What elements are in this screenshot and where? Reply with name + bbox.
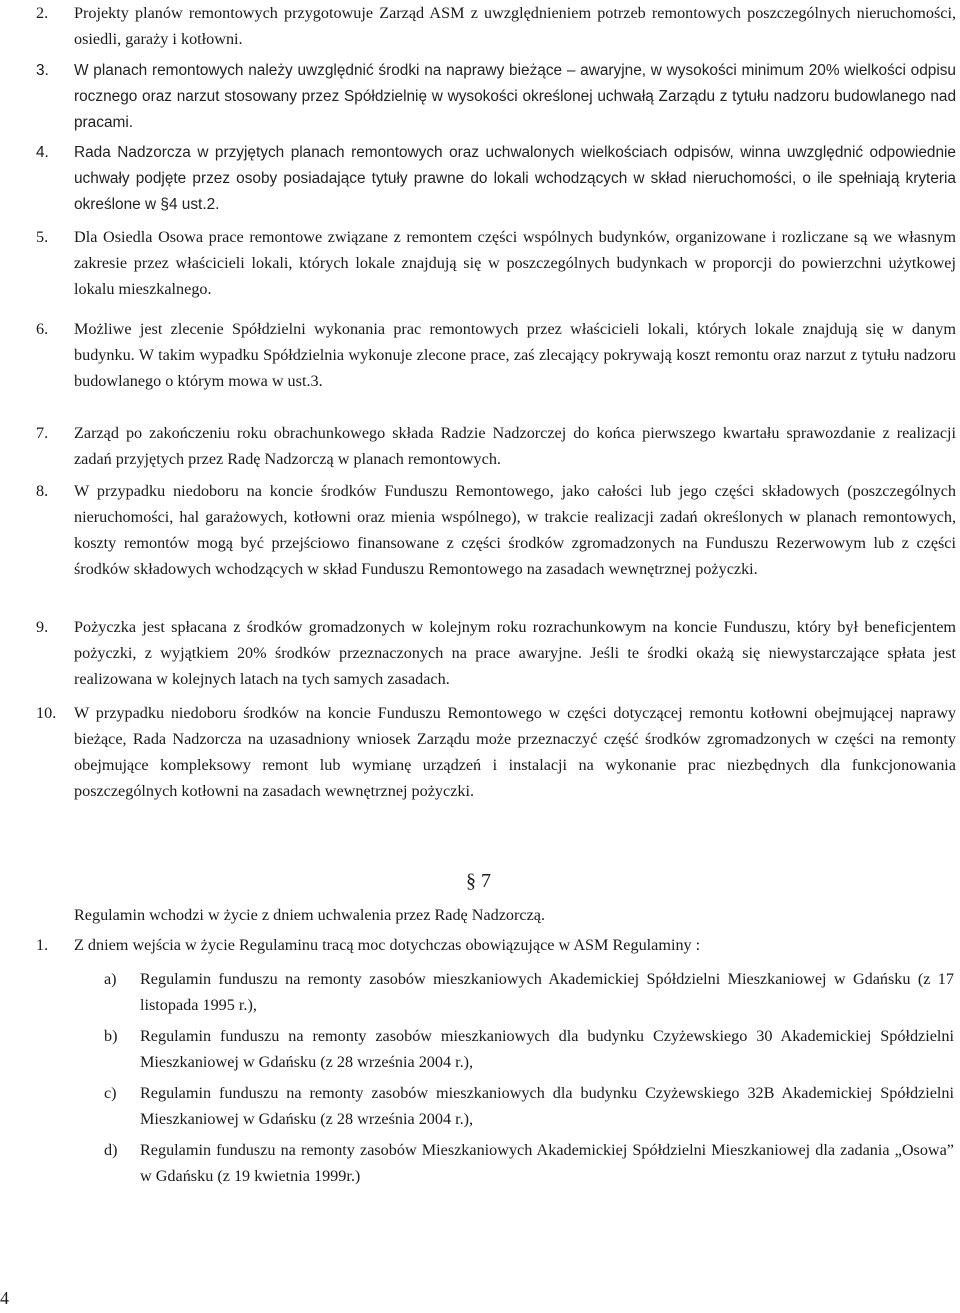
- list-item-3: [36, 58, 956, 136]
- section-intro: Regulamin wchodzi w życie z dniem uchwalenia przez Radę Nadzorczą.: [74, 906, 546, 924]
- item-number: 6.: [36, 320, 49, 338]
- sub-item-text: Regulamin funduszu na remonty zasobów mieszkaniowych Akademickiej Spółdzielni Mieszkaniowej w Gdańsku (z 17 listopada 1995 r.),: [140, 970, 954, 1014]
- item-number: 1.: [36, 936, 49, 954]
- list-item-8: [36, 478, 956, 582]
- item-text: Dla Osiedla Osowa prace remontowe związane z remontem części wspólnych budynków, organizowane i rozliczane są we własnym zakresie przez właścicieli lokali, których lokale znajdują się w poszczególnych budynkach w proporcji do powierzchni użytkowej lokalu mieszkalnego.: [74, 228, 956, 298]
- sub-item-a: [104, 966, 954, 1018]
- item-number: 9.: [36, 618, 49, 636]
- item-text: Pożyczka jest spłacana z środków gromadzonych w kolejnym roku rozrachunkowym na koncie Funduszu, który był beneficjentem pożyczki, z wyjątkiem 20% środków przeznaczonych na prace awaryjne. Jeśli te środki okażą się niewystarczające spłata jest realizowana w kolejnych latach na tych samych zasadach.: [74, 618, 956, 688]
- section-list-item-1: [36, 932, 956, 958]
- sub-item-text: Regulamin funduszu na remonty zasobów mieszkaniowych dla budynku Czyżewskiego 30 Akademickiej Spółdzielni Mieszkaniowej w Gdańsku (z 28 września 2004 r.),: [140, 1027, 954, 1071]
- item-text: Zarząd po zakończeniu roku obrachunkowego składa Radzie Nadzorczej do końca pierwszego kwartału sprawozdanie z realizacji zadań przyjętych przez Radę Nadzorczą w planach remontowych.: [74, 424, 956, 468]
- sub-item-text: Regulamin funduszu na remonty zasobów Mieszkaniowych Akademickiej Spółdzielni Mieszkaniowej dla zadania „Osowa” w Gdańsku (z 19 kwietnia 1999r.): [140, 1141, 954, 1185]
- list-item-9: [36, 614, 956, 692]
- sub-item-letter: b): [104, 1027, 118, 1045]
- item-text: Możliwe jest zlecenie Spółdzielni wykonania prac remontowych przez właścicieli lokali, których lokale znajdują się w danym budynku. W takim wypadku Spółdzielnia wykonuje zlecone prace, zaś zlecający pokrywają koszt remontu oraz narzut z tytułu nadzoru budowlanego o którym mowa w ust.3.: [74, 320, 956, 390]
- item-text: Z dniem wejścia w życie Regulaminu tracą moc dotychczas obowiązujące w ASM Regulaminy :: [74, 936, 701, 954]
- list-item-5: [36, 224, 956, 302]
- item-number: 3.: [36, 62, 49, 79]
- item-number: 2.: [36, 4, 49, 22]
- item-text: Rada Nadzorcza w przyjętych planach remontowych oraz uchwalonych wielkościach odpisów, winna uwzględnić odpowiednie uchwały podjęte przez osoby posiadające tytuły prawne do lokali wchodzących w skład nieruchomości, o ile spełniają kryteria określone w §4 ust.2.: [74, 144, 956, 213]
- sub-item-letter: c): [104, 1084, 117, 1102]
- item-text: W przypadku niedoboru na koncie środków Funduszu Remontowego, jako całości lub jego części składowych (poszczególnych nieruchomości, hal garażowych, kotłowni oraz mienia wspólnego), w trakcie realizacji zadań określonych w planach remontowych, koszty remontów mogą być przejściowo finansowane z części środków zgromadzonych na Funduszu Rezerwowym lub z części środków składowych wchodzących w skład Funduszu Remontowego na zasadach wewnętrznej pożyczki.: [74, 482, 956, 578]
- list-item-6: [36, 316, 956, 394]
- sub-item-c: [104, 1080, 954, 1132]
- item-number: 10.: [36, 704, 57, 722]
- item-number: 7.: [36, 424, 49, 442]
- item-text: W planach remontowych należy uwzględnić środki na naprawy bieżące – awaryjne, w wysokości minimum 20% wielkości odpisu rocznego oraz narzut stosowany przez Spółdzielnię w wysokości określonej uchwałą Zarządu z tytułu nadzoru budowlanego nad pracami.: [74, 62, 956, 131]
- page-number: 4: [0, 1288, 9, 1308]
- item-number: 4.: [36, 144, 49, 161]
- list-item-7: [36, 420, 956, 472]
- list-item-2: [36, 0, 956, 52]
- list-item-10: [36, 700, 956, 804]
- item-text: W przypadku niedoboru środków na koncie Funduszu Remontowego w części dotyczącej remontu kotłowni obejmującej naprawy bieżące, Rada Nadzorcza na uzasadniony wniosek Zarządu może przeznaczyć część środków zgromadzonych w części na remonty obejmujące kompleksowy remont lub wymianę urządzeń i instalacji na wykonanie prac niezbędnych dla funkcjonowania poszczególnych kotłowni na zasadach wewnętrznej pożyczki.: [74, 704, 956, 800]
- sub-item-text: Regulamin funduszu na remonty zasobów mieszkaniowych dla budynku Czyżewskiego 32B Akademickiej Spółdzielni Mieszkaniowej w Gdańsku (z 28 września 2004 r.),: [140, 1084, 954, 1128]
- sub-item-b: [104, 1023, 954, 1075]
- sub-item-letter: d): [104, 1141, 118, 1159]
- sub-item-d: [104, 1137, 954, 1189]
- list-item-4: [36, 140, 956, 218]
- section-heading: § 7: [466, 870, 491, 892]
- item-number: 8.: [36, 482, 49, 500]
- item-number: 5.: [36, 228, 49, 246]
- item-text: Projekty planów remontowych przygotowuje Zarząd ASM z uwzględnieniem potrzeb remontowych poszczególnych nieruchomości, osiedli, garaży i kotłowni.: [74, 4, 956, 48]
- sub-item-letter: a): [104, 970, 117, 988]
